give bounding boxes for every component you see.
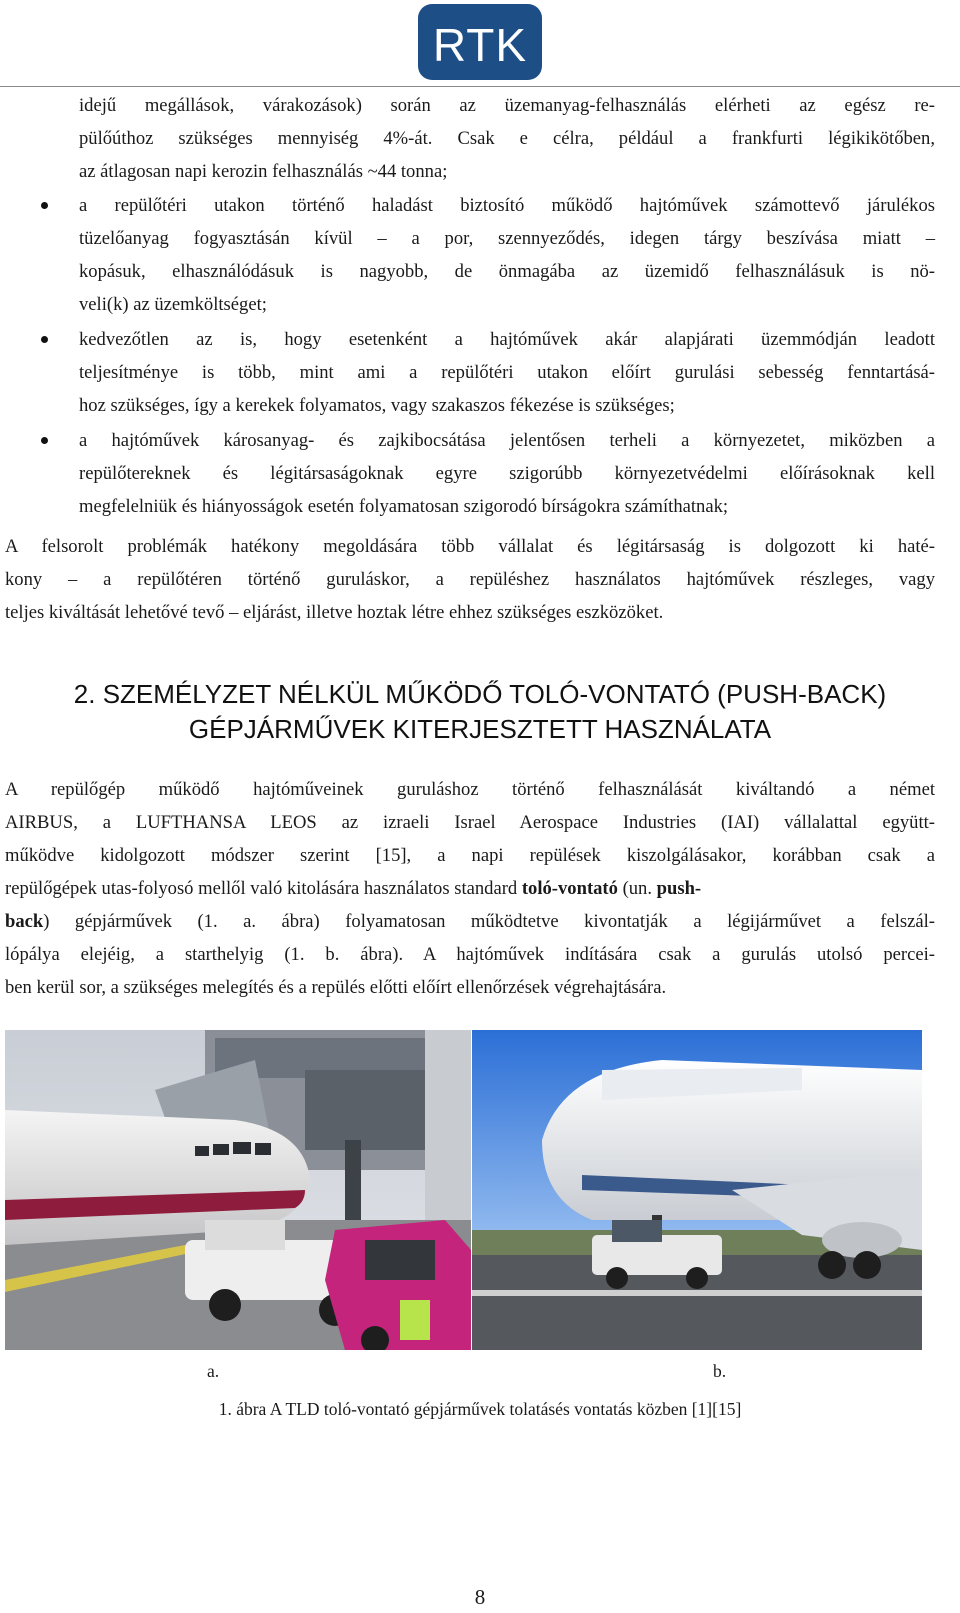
bullet-marker — [41, 437, 48, 444]
bullet-text-line: idejű megállások, várakozások) során az üzemanyag-felhasználás elérheti az egész re- — [79, 95, 935, 116]
page-number: 8 — [474, 1585, 486, 1609]
figure-caption: 1. ábra A TLD toló-vontató gépjárművek tolatásés vontatás közben [1][15] — [218, 1399, 742, 1419]
text-run: ) gépjárművek (1. a. ábra) folyamatosan működtetve kivontatják a légijárművet a felszál- — [43, 911, 935, 932]
bullet-text-line: az átlagosan napi kerozin felhasználás ~44 tonna; — [79, 161, 448, 182]
figure-label-b: b. — [713, 1361, 727, 1381]
bullet-text-line: teljesítménye is több, mint ami a repülőtéri utakon előírt gurulási sebesség fenntartásá- — [79, 362, 935, 383]
logo-text: RTK — [432, 19, 528, 71]
figure-label-a: a. — [207, 1361, 220, 1381]
bullet-text-line: hoz szükséges, így a kerekek folyamatos, vagy szakaszos fékezése is szükséges; — [79, 395, 675, 416]
rtk-logo — [418, 4, 542, 80]
bullet-text-line: pülőúthoz szükséges mennyiség 4%-át. Csak e célra, például a frankfurti légikikötőben, — [79, 128, 935, 149]
bullet-marker — [41, 202, 48, 209]
pushback-tractor-photo — [5, 1030, 471, 1350]
section-heading-line: 2. SZEMÉLYZET NÉLKÜL MŰKÖDŐ TOLÓ-VONTATÓ (PUSH-BACK) — [73, 679, 887, 709]
figure-photo-b — [472, 1030, 922, 1350]
bold-term: push- — [656, 878, 702, 899]
paragraph-line: ben kerül sor, a szükséges melegítés és a repülés előtti előírt ellenőrzések végrehajtására. — [5, 977, 667, 998]
paragraph-line: kony – a repülőtéren történő guruláskor, a repüléshez használatos hajtóművek részleges, vagy — [5, 569, 935, 590]
bullet-text-line: kedvezőtlen az is, hogy esetenként a hajtóművek akár alapjárati üzemmódján leadott — [79, 329, 935, 350]
paragraph-line: AIRBUS, a LUFTHANSA LEOS az izraeli Israel Aerospace Industries (IAI) vállalattal együtt- — [5, 812, 935, 833]
paragraph-line — [5, 872, 935, 905]
paragraph-line: működve kidolgozott módszer szerint [15], a napi repülések kiszolgálásakor, korábban csak a — [5, 845, 935, 866]
bullet-text-line: a repülőtéri utakon történő haladást biztosító működő hajtóművek számottevő járulékos — [79, 195, 935, 216]
text-run: (un. — [617, 878, 657, 899]
header-rule — [0, 86, 960, 87]
section-heading-line: GÉPJÁRMŰVEK KITERJESZTETT HASZNÁLATA — [188, 714, 772, 744]
bullet-text-line: a hajtóművek károsanyag- és zajkibocsátása jelentősen terheli a környezetet, miközben a — [79, 430, 935, 451]
towed-747-photo — [472, 1030, 922, 1350]
paragraph-line — [5, 905, 935, 938]
paragraph-line: A felsorolt problémák hatékony megoldására több vállalat és légitársaság is dolgozott ki haté- — [5, 536, 935, 557]
bold-term: toló-vontató — [521, 878, 618, 899]
paragraph-line: A repülőgép működő hajtóműveinek guruláshoz történő felhasználását kiváltandó a német — [5, 779, 935, 800]
bullet-text-line: tüzelőanyag fogyasztásán kívül – a por, szennyeződés, idegen tárgy beszívása miatt – — [79, 228, 935, 249]
bullet-text-line: megfelelniük és hiányosságok esetén folyamatosan szigorodó bírságokra számíthatnak; — [79, 496, 729, 517]
paragraph-line: teljes kiváltását lehetővé tevő – eljárást, illetve hoztak létre ehhez szükséges eszközöket. — [5, 602, 664, 623]
bullet-text-line: veli(k) az üzemköltséget; — [79, 294, 267, 315]
bullet-text-line: repülőtereknek és légitársaságoknak egyre szigorúbb környezetvédelmi előírásoknak kell — [79, 463, 935, 484]
figure-photo-a — [5, 1030, 471, 1350]
bullet-marker — [41, 336, 48, 343]
text-run: repülőgépek utas-folyosó mellől való kitolására használatos standard — [5, 878, 522, 899]
text-run — [5, 872, 701, 905]
bold-term: back — [5, 911, 44, 932]
paragraph-line: lópálya elejéig, a starthelyig (1. b. ábra). A hajtóművek indítására csak a gurulás utolsó percei- — [5, 944, 935, 965]
bullet-text-line: kopásuk, elhasználódásuk is nagyobb, de önmagába az üzemidő felhasználásuk is nö- — [79, 261, 935, 282]
